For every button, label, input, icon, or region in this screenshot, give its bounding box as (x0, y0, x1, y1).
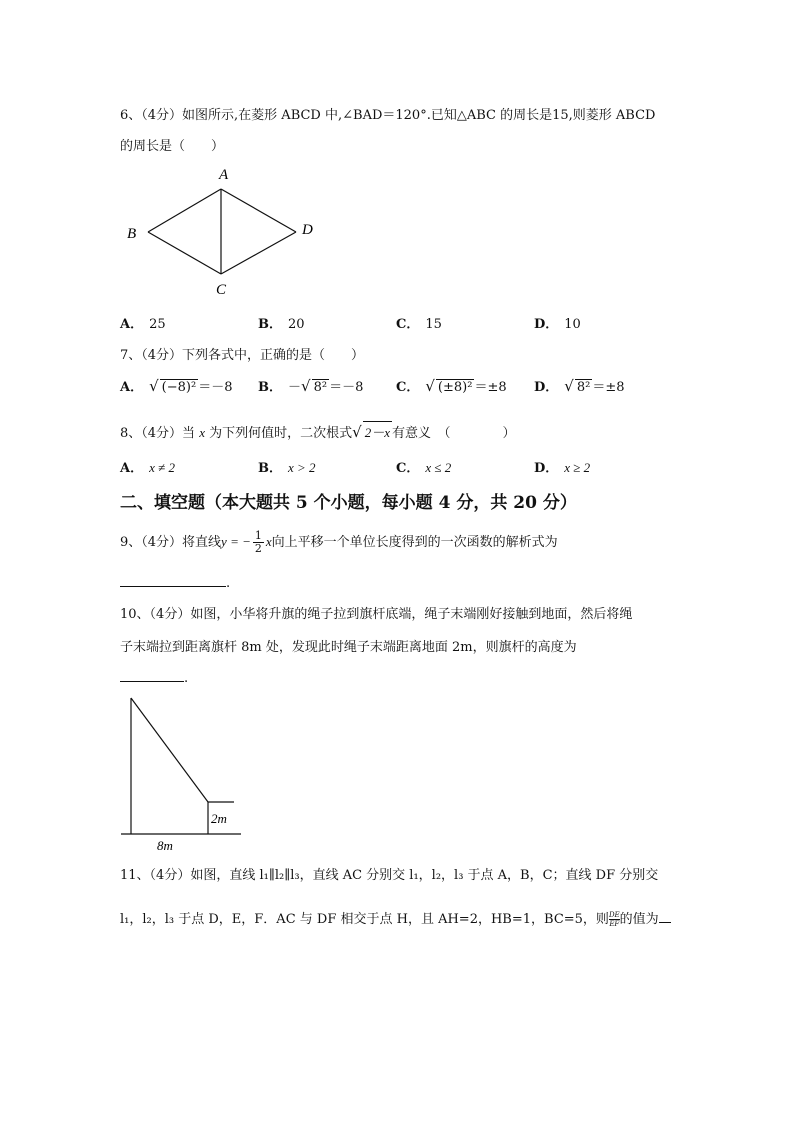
edge-dc (221, 232, 296, 274)
q6-option-d: D． 10 (534, 317, 581, 332)
q6-stem-line1: 6、（4分）如图所示,在菱形 ABCD 中,∠BAD＝120°.已知△ABC 的周长是15,则菱形 ABCD (120, 108, 656, 123)
q9-answer-line: . (120, 572, 230, 591)
q6-stem-line2: 的周长是（ ） (120, 139, 225, 154)
edge-ab (148, 189, 221, 232)
q10-answer-blank[interactable] (120, 667, 184, 682)
q11-stem-line2: l₁，l₂，l₃ 于点 D，E，F．AC 与 DF 相交于点 H，且 AH=2，HB=1，BC=5，则 $\frac{DE}{EF}$ 的值为 (120, 908, 671, 928)
q8-option-c: C． x ≤ 2 (396, 460, 452, 476)
q7-stem: 7、（4分）下列各式中，正确的是（ ） (120, 348, 365, 363)
q8-option-a: A． x ≠ 2 (120, 460, 175, 476)
label-a: A (219, 167, 229, 183)
label-b: B (127, 226, 137, 242)
q6-option-c: C． 15 (396, 317, 442, 332)
q8-stem: 8、（4分）当 x 为下列何值时，二次根式√ 2－x 有意义 （ ） (120, 423, 516, 441)
rope (131, 698, 208, 802)
edge-cb (148, 232, 221, 274)
q9-stem: 9、（4分）将直线y = − $\frac{1}{2}$ x向上平移一个单位长度得到的一次函数的解析式为 (120, 529, 558, 555)
q11-stem-line1: 11、（4分）如图，直线 l₁∥l₂∥l₃，直线 AC 分别交 l₁，l₂，l₃ 于点 A，B，C；直线 DF 分别交 (120, 868, 659, 883)
q9-fraction: $\frac{1}{2}$ (254, 529, 262, 555)
flagpole-figure (118, 690, 248, 855)
label-c: C (216, 282, 227, 298)
q6-option-b: B． 20 (258, 317, 305, 332)
q6-option-a: A． 25 (120, 317, 166, 332)
q9-answer-blank[interactable] (120, 572, 226, 587)
edge-ad (221, 189, 296, 232)
q8-option-d: D． x ≥ 2 (534, 460, 591, 476)
section2-heading: 二、填空题（本大题共 5 个小题，每小题 4 分，共 20 分） (120, 493, 577, 513)
q10-answer-line: . (120, 667, 188, 686)
q11-fraction: $\frac{DE}{EF}$ (608, 911, 620, 928)
q7-option-b: B． －√ 8² ＝－8 (258, 377, 364, 395)
label-8m: 8m (157, 838, 173, 853)
q8-option-b: B． x > 2 (258, 460, 316, 476)
q7-option-c: C． √ (±8)² ＝±8 (396, 377, 507, 395)
label-d: D (302, 222, 313, 238)
q7-option-a: A． √ (−8)² ＝－8 (120, 377, 233, 395)
q10-stem-line2: 子末端拉到距离旗杆 8m 处，发现此时绳子末端距离地面 2m，则旗杆的高度为 (120, 640, 577, 655)
q10-stem-line1: 10、（4分）如图，小华将升旗的绳子拉到旗杆底端，绳子末端刚好接触到地面，然后将绳 (120, 607, 633, 622)
rhombus-figure (120, 160, 330, 300)
label-2m: 2m (211, 811, 227, 826)
q11-answer-blank[interactable] (659, 908, 671, 923)
q7-option-d: D． √ 8² ＝±8 (534, 377, 625, 395)
